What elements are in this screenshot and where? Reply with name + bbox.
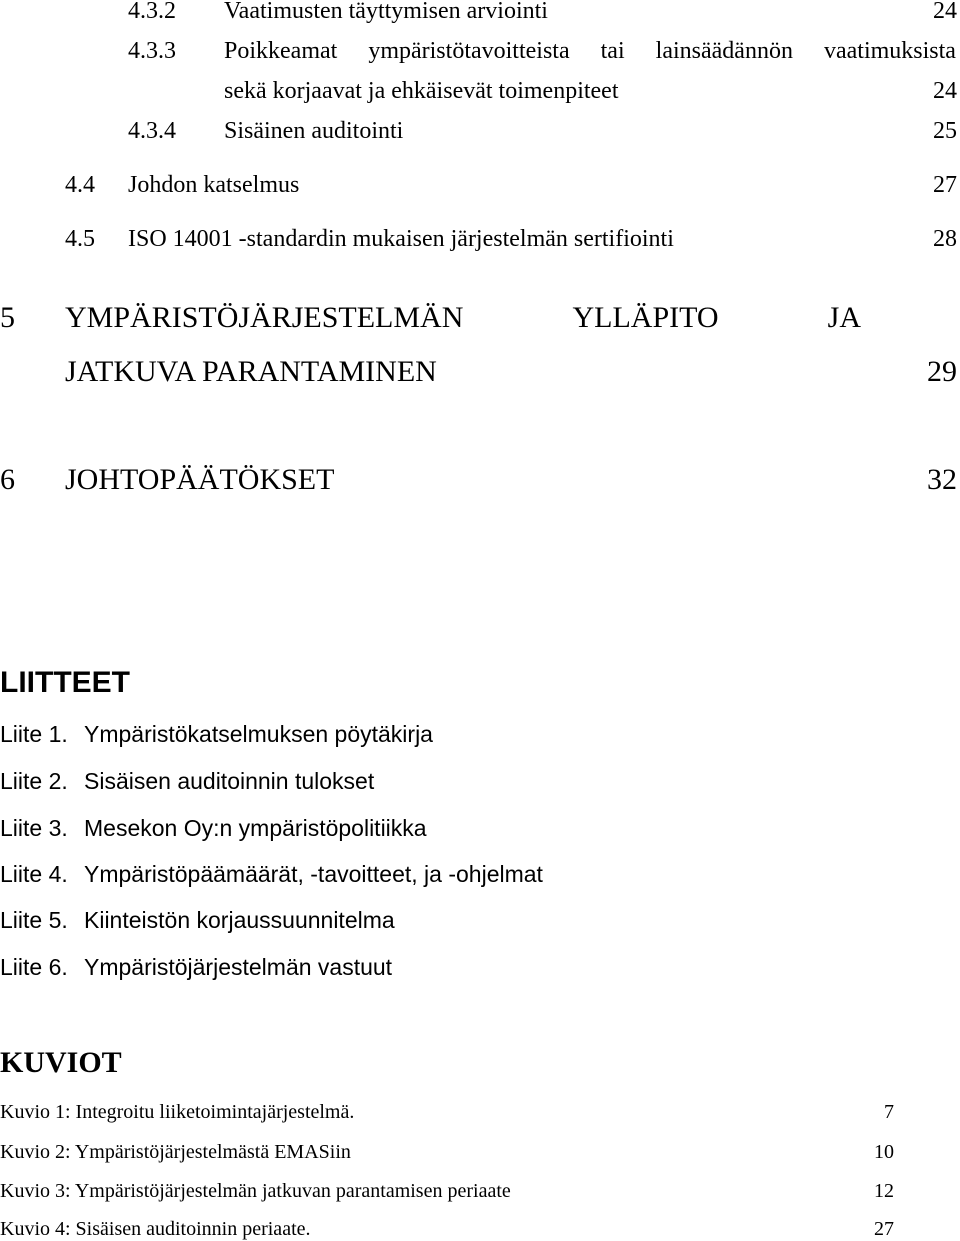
toc-page: 29	[927, 355, 957, 388]
toc-page: 24	[933, 0, 957, 24]
toc-title-line1	[65, 300, 861, 336]
toc-title-line1	[224, 37, 956, 65]
toc-page: 24	[933, 78, 957, 104]
toc-title: ISO 14001 -standardin mukaisen järjestelmän sertifiointi	[128, 226, 674, 252]
toc-title-word: JA	[827, 301, 861, 334]
liite-title: Ympäristökatselmuksen pöytäkirja	[84, 721, 433, 747]
toc-page: 32	[927, 463, 957, 496]
toc-number: 4.3.3	[128, 38, 176, 64]
toc-page: 27	[933, 172, 957, 198]
toc-number: 4.3.2	[128, 0, 176, 24]
liitteet-heading: LIITTEET	[0, 666, 130, 699]
toc-number: 4.3.4	[128, 118, 176, 144]
toc-title: Sisäinen auditointi	[224, 118, 404, 144]
toc-number: 4.4	[65, 172, 95, 198]
kuvio-page: 12	[874, 1180, 894, 1202]
toc-title-word: tai	[600, 38, 625, 64]
kuviot-heading: KUVIOT	[0, 1046, 122, 1079]
toc-title-word: ympäristötavoitteista	[368, 38, 570, 64]
kuvio-label: Kuvio 4: Sisäisen auditoinnin periaate.	[0, 1218, 311, 1240]
toc-number: 4.5	[65, 226, 95, 252]
kuvio-label: Kuvio 1: Integroitu liiketoimintajärjestelmä.	[0, 1101, 355, 1123]
kuvio-page: 10	[874, 1141, 894, 1163]
liite-label: Liite 2.	[0, 768, 68, 794]
liite-label: Liite 3.	[0, 815, 68, 841]
liite-label: Liite 1.	[0, 721, 68, 747]
toc-title-word: YMPÄRISTÖJÄRJESTELMÄN	[65, 301, 464, 334]
toc-title-word: vaatimuksista	[823, 38, 956, 64]
kuvio-label: Kuvio 3: Ympäristöjärjestelmän jatkuvan parantamisen periaate	[0, 1180, 511, 1202]
toc-page: 28	[933, 226, 957, 252]
liite-title: Ympäristöjärjestelmän vastuut	[84, 954, 393, 980]
toc-title-line2: sekä korjaavat ja ehkäisevät toimenpiteet	[224, 78, 619, 104]
toc-title-line2: JATKUVA PARANTAMINEN	[65, 355, 437, 388]
liite-label: Liite 4.	[0, 861, 68, 887]
liite-title: Kiinteistön korjaussuunnitelma	[84, 907, 395, 933]
liite-title: Mesekon Oy:n ympäristöpolitiikka	[84, 815, 427, 841]
kuvio-label: Kuvio 2: Ympäristöjärjestelmästä EMASiin	[0, 1141, 351, 1163]
kuvio-page: 7	[884, 1101, 894, 1123]
toc-page: 25	[933, 118, 957, 144]
liite-label: Liite 5.	[0, 907, 68, 933]
toc-title: JOHTOPÄÄTÖKSET	[65, 463, 335, 496]
toc-number: 6	[0, 463, 15, 496]
toc-number: 5	[0, 301, 15, 334]
liite-title: Ympäristöpäämäärät, -tavoitteet, ja -ohjelmat	[84, 861, 543, 887]
toc-title-word: YLLÄPITO	[572, 301, 719, 334]
toc-title: Vaatimusten täyttymisen arviointi	[224, 0, 548, 24]
liite-title: Sisäisen auditoinnin tulokset	[84, 768, 375, 794]
liite-label: Liite 6.	[0, 954, 68, 980]
kuvio-page: 27	[874, 1218, 894, 1240]
toc-title-word: lainsäädännön	[655, 38, 793, 64]
toc-title-word: Poikkeamat	[224, 38, 338, 64]
toc-title: Johdon katselmus	[128, 172, 300, 198]
